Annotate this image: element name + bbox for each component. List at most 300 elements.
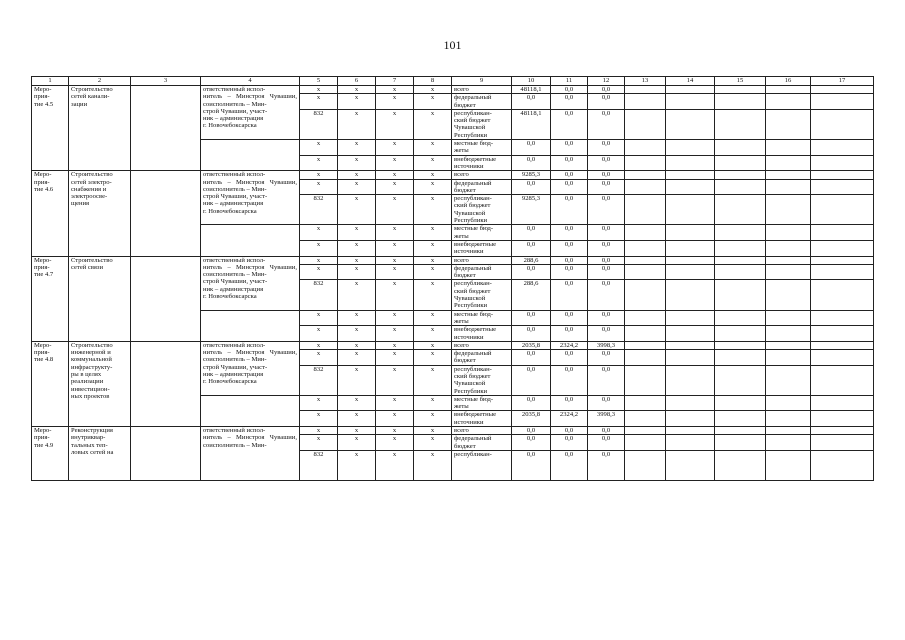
- amount-cell: 0,0: [551, 195, 588, 225]
- empty-cell: [715, 411, 766, 427]
- measure-name: Строительство сетей канали- зации: [69, 86, 131, 171]
- column-number-3: 3: [131, 77, 201, 86]
- amount-cell: 0,0: [551, 94, 588, 110]
- funding-source: федеральный бюджет: [452, 94, 512, 110]
- empty-cell: [666, 310, 715, 326]
- code-cell: x: [376, 326, 414, 342]
- amount-cell: 2035,8: [512, 341, 551, 349]
- amount-cell: 0,0: [512, 264, 551, 280]
- empty-cell: [715, 240, 766, 256]
- empty-cell: [766, 435, 811, 451]
- amount-cell: 0,0: [588, 326, 625, 342]
- empty-cell: [715, 171, 766, 179]
- empty-cell: [766, 86, 811, 94]
- column-number-17: 17: [811, 77, 874, 86]
- amount-cell: 0,0: [512, 365, 551, 395]
- empty-cell: [766, 341, 811, 349]
- measure-name: Строительство сетей электро- снабжения и электроосве- щения: [69, 171, 131, 256]
- amount-cell: 0,0: [588, 365, 625, 395]
- table-row: [32, 341, 874, 349]
- amount-cell: 288,6: [512, 280, 551, 310]
- empty-cell: [766, 140, 811, 156]
- responsible-executor: ответственный испол- нитель – Минстроя Чувашии, соисполнитель – Мин- строй Чувашии, участ- ник – администрация г. Новочебоксарска: [201, 86, 300, 140]
- code-cell: x: [414, 256, 452, 264]
- funding-source: внебюджетные источники: [452, 411, 512, 427]
- empty-cell: [666, 411, 715, 427]
- amount-cell: 3998,3: [588, 411, 625, 427]
- empty-cell: [811, 395, 874, 411]
- empty-cell: [811, 435, 874, 451]
- code-cell: x: [300, 86, 338, 94]
- code-cell: x: [376, 240, 414, 256]
- amount-cell: 0,0: [588, 280, 625, 310]
- column-number-9: 9: [452, 77, 512, 86]
- code-cell: x: [300, 256, 338, 264]
- code-cell: x: [376, 341, 414, 349]
- table-row: [32, 427, 874, 435]
- code-cell: x: [300, 411, 338, 427]
- code-cell: x: [338, 310, 376, 326]
- empty-cell: [625, 264, 666, 280]
- budget-table: [31, 76, 874, 481]
- measure-number: Меро- прия- тие 4.9: [32, 427, 69, 481]
- empty-cell: [625, 280, 666, 310]
- column-number-13: 13: [625, 77, 666, 86]
- column-number-4: 4: [201, 77, 300, 86]
- empty-cell: [766, 326, 811, 342]
- empty-cell: [666, 365, 715, 395]
- code-cell: x: [338, 264, 376, 280]
- empty-cell: [811, 195, 874, 225]
- funding-source: местные бюд- жеты: [452, 310, 512, 326]
- amount-cell: 0,0: [512, 94, 551, 110]
- empty-cell: [715, 326, 766, 342]
- amount-cell: 0,0: [551, 326, 588, 342]
- responsible-executor: ответственный испол- нитель – Минстроя Чувашии, соисполнитель – Мин- строй Чувашии, участ- ник – администрация г. Новочебоксарска: [201, 256, 300, 310]
- code-cell: x: [338, 341, 376, 349]
- amount-cell: 0,0: [588, 310, 625, 326]
- code-cell: x: [376, 140, 414, 156]
- amount-cell: 0,0: [512, 435, 551, 451]
- amount-cell: 0,0: [588, 395, 625, 411]
- empty-cell: [625, 450, 666, 480]
- empty-cell: [131, 171, 201, 256]
- empty-cell: [811, 341, 874, 349]
- code-cell: x: [414, 341, 452, 349]
- amount-cell: 0,0: [512, 350, 551, 366]
- empty-cell: [131, 256, 201, 341]
- amount-cell: 0,0: [551, 109, 588, 139]
- code-cell: x: [338, 256, 376, 264]
- code-cell: 832: [300, 195, 338, 225]
- amount-cell: 0,0: [551, 256, 588, 264]
- empty-cell: [666, 195, 715, 225]
- empty-cell: [625, 171, 666, 179]
- funding-source: республикан- ский бюджет Чувашской Республики: [452, 109, 512, 139]
- code-cell: x: [376, 155, 414, 171]
- funding-source: республикан- ский бюджет Чувашской Республики: [452, 365, 512, 395]
- empty-cell: [666, 155, 715, 171]
- code-cell: x: [338, 94, 376, 110]
- measure-number: Меро- прия- тие 4.8: [32, 341, 69, 426]
- amount-cell: 0,0: [512, 240, 551, 256]
- amount-cell: 0,0: [551, 264, 588, 280]
- code-cell: x: [376, 450, 414, 480]
- empty-cell: [666, 109, 715, 139]
- empty-cell: [715, 365, 766, 395]
- code-cell: x: [376, 171, 414, 179]
- empty-cell: [666, 427, 715, 435]
- empty-cell: [811, 450, 874, 480]
- amount-cell: 0,0: [512, 395, 551, 411]
- empty-cell: [766, 240, 811, 256]
- amount-cell: 0,0: [588, 427, 625, 435]
- code-cell: x: [300, 350, 338, 366]
- empty-cell: [666, 264, 715, 280]
- amount-cell: 0,0: [588, 109, 625, 139]
- code-cell: x: [376, 86, 414, 94]
- funding-source: республикан- ский бюджет Чувашской Республики: [452, 195, 512, 225]
- code-cell: x: [300, 94, 338, 110]
- amount-cell: 0,0: [588, 140, 625, 156]
- funding-source: местные бюд- жеты: [452, 225, 512, 241]
- empty-cell: [666, 395, 715, 411]
- code-cell: x: [414, 280, 452, 310]
- code-cell: x: [414, 450, 452, 480]
- code-cell: x: [376, 256, 414, 264]
- responsible-executor: ответственный испол- нитель – Минстроя Чувашии, соисполнитель – Мин-: [201, 427, 300, 481]
- funding-source: федеральный бюджет: [452, 264, 512, 280]
- amount-cell: 0,0: [588, 225, 625, 241]
- code-cell: x: [300, 310, 338, 326]
- empty-cell: [811, 427, 874, 435]
- code-cell: x: [414, 326, 452, 342]
- amount-cell: 0,0: [512, 140, 551, 156]
- empty-cell: [666, 240, 715, 256]
- empty-cell: [766, 264, 811, 280]
- code-cell: x: [414, 171, 452, 179]
- amount-cell: 0,0: [588, 256, 625, 264]
- empty-cell: [666, 341, 715, 349]
- empty-cell: [625, 256, 666, 264]
- code-cell: x: [376, 411, 414, 427]
- empty-cell: [625, 310, 666, 326]
- code-cell: x: [414, 427, 452, 435]
- empty-cell: [201, 310, 300, 341]
- empty-cell: [766, 450, 811, 480]
- empty-cell: [811, 155, 874, 171]
- empty-cell: [666, 450, 715, 480]
- code-cell: x: [338, 280, 376, 310]
- code-cell: x: [414, 350, 452, 366]
- code-cell: x: [376, 264, 414, 280]
- code-cell: 832: [300, 365, 338, 395]
- code-cell: x: [300, 240, 338, 256]
- empty-cell: [625, 365, 666, 395]
- column-number-12: 12: [588, 77, 625, 86]
- code-cell: x: [414, 86, 452, 94]
- funding-source: всего: [452, 256, 512, 264]
- code-cell: x: [376, 427, 414, 435]
- amount-cell: 0,0: [588, 450, 625, 480]
- code-cell: x: [338, 225, 376, 241]
- amount-cell: 3998,3: [588, 341, 625, 349]
- empty-cell: [715, 86, 766, 94]
- empty-cell: [811, 240, 874, 256]
- empty-cell: [766, 195, 811, 225]
- measure-name: Реконструкция внутриквар- тальных теп- ловых сетей на: [69, 427, 131, 481]
- responsible-executor: ответственный испол- нитель – Минстроя Чувашии, соисполнитель – Мин- строй Чувашии, участ- ник – администрация г. Новочебоксарска: [201, 341, 300, 395]
- empty-cell: [811, 94, 874, 110]
- code-cell: x: [376, 395, 414, 411]
- funding-source: всего: [452, 86, 512, 94]
- empty-cell: [625, 94, 666, 110]
- code-cell: x: [300, 427, 338, 435]
- funding-source: внебюджетные источники: [452, 326, 512, 342]
- empty-cell: [766, 94, 811, 110]
- empty-cell: [625, 225, 666, 241]
- empty-cell: [715, 225, 766, 241]
- amount-cell: 0,0: [512, 450, 551, 480]
- empty-cell: [766, 171, 811, 179]
- code-cell: x: [300, 264, 338, 280]
- code-cell: x: [338, 411, 376, 427]
- measure-number: Меро- прия- тие 4.5: [32, 86, 69, 171]
- column-number-14: 14: [666, 77, 715, 86]
- empty-cell: [766, 280, 811, 310]
- empty-cell: [625, 435, 666, 451]
- amount-cell: 2324,2: [551, 341, 588, 349]
- code-cell: x: [300, 140, 338, 156]
- amount-cell: 0,0: [588, 94, 625, 110]
- code-cell: x: [376, 365, 414, 395]
- empty-cell: [766, 350, 811, 366]
- empty-cell: [625, 195, 666, 225]
- empty-cell: [811, 365, 874, 395]
- code-cell: x: [376, 94, 414, 110]
- code-cell: x: [300, 155, 338, 171]
- empty-cell: [715, 280, 766, 310]
- code-cell: x: [300, 326, 338, 342]
- empty-cell: [666, 326, 715, 342]
- code-cell: x: [376, 350, 414, 366]
- amount-cell: 0,0: [512, 427, 551, 435]
- amount-cell: 2035,8: [512, 411, 551, 427]
- empty-cell: [811, 411, 874, 427]
- empty-cell: [766, 225, 811, 241]
- empty-cell: [131, 341, 201, 426]
- empty-cell: [715, 264, 766, 280]
- code-cell: x: [414, 179, 452, 195]
- amount-cell: 0,0: [512, 179, 551, 195]
- code-cell: x: [338, 109, 376, 139]
- measure-number: Меро- прия- тие 4.7: [32, 256, 69, 341]
- empty-cell: [201, 140, 300, 171]
- empty-cell: [666, 171, 715, 179]
- code-cell: x: [414, 195, 452, 225]
- empty-cell: [766, 310, 811, 326]
- empty-cell: [666, 179, 715, 195]
- empty-cell: [811, 225, 874, 241]
- amount-cell: 0,0: [588, 264, 625, 280]
- funding-source: федеральный бюджет: [452, 350, 512, 366]
- amount-cell: 0,0: [551, 450, 588, 480]
- code-cell: x: [300, 179, 338, 195]
- funding-source: внебюджетные источники: [452, 155, 512, 171]
- empty-cell: [625, 326, 666, 342]
- funding-source: республикан- ский бюджет Чувашской Республики: [452, 280, 512, 310]
- empty-cell: [715, 350, 766, 366]
- code-cell: x: [338, 240, 376, 256]
- code-cell: x: [414, 140, 452, 156]
- amount-cell: 9285,3: [512, 171, 551, 179]
- empty-cell: [666, 225, 715, 241]
- empty-cell: [766, 155, 811, 171]
- funding-source: всего: [452, 341, 512, 349]
- code-cell: x: [376, 310, 414, 326]
- code-cell: x: [300, 225, 338, 241]
- code-cell: x: [414, 310, 452, 326]
- amount-cell: 0,0: [512, 225, 551, 241]
- page-number: 101: [443, 38, 462, 52]
- funding-source: федеральный бюджет: [452, 435, 512, 451]
- empty-cell: [666, 350, 715, 366]
- code-cell: x: [338, 171, 376, 179]
- code-cell: x: [376, 179, 414, 195]
- empty-cell: [625, 350, 666, 366]
- code-cell: x: [300, 435, 338, 451]
- code-cell: x: [338, 435, 376, 451]
- funding-source: местные бюд- жеты: [452, 395, 512, 411]
- code-cell: 832: [300, 450, 338, 480]
- empty-cell: [766, 427, 811, 435]
- amount-cell: 0,0: [588, 435, 625, 451]
- empty-cell: [811, 109, 874, 139]
- amount-cell: 0,0: [512, 310, 551, 326]
- empty-cell: [811, 179, 874, 195]
- column-number-row: [32, 77, 874, 86]
- empty-cell: [666, 256, 715, 264]
- code-cell: x: [338, 195, 376, 225]
- amount-cell: 0,0: [512, 326, 551, 342]
- code-cell: x: [338, 155, 376, 171]
- empty-cell: [811, 280, 874, 310]
- code-cell: x: [414, 109, 452, 139]
- empty-cell: [715, 395, 766, 411]
- empty-cell: [811, 86, 874, 94]
- empty-cell: [811, 256, 874, 264]
- amount-cell: 0,0: [551, 435, 588, 451]
- amount-cell: 0,0: [551, 225, 588, 241]
- empty-cell: [201, 225, 300, 256]
- amount-cell: 48118,1: [512, 109, 551, 139]
- empty-cell: [715, 310, 766, 326]
- amount-cell: 0,0: [512, 155, 551, 171]
- empty-cell: [715, 435, 766, 451]
- code-cell: x: [338, 326, 376, 342]
- code-cell: x: [338, 140, 376, 156]
- empty-cell: [811, 171, 874, 179]
- code-cell: x: [414, 225, 452, 241]
- code-cell: x: [338, 427, 376, 435]
- empty-cell: [666, 94, 715, 110]
- amount-cell: 0,0: [551, 310, 588, 326]
- amount-cell: 0,0: [551, 140, 588, 156]
- empty-cell: [811, 140, 874, 156]
- code-cell: x: [414, 155, 452, 171]
- empty-cell: [625, 155, 666, 171]
- empty-cell: [715, 256, 766, 264]
- code-cell: x: [376, 225, 414, 241]
- empty-cell: [766, 365, 811, 395]
- amount-cell: 0,0: [551, 86, 588, 94]
- empty-cell: [666, 140, 715, 156]
- amount-cell: 0,0: [551, 427, 588, 435]
- code-cell: x: [338, 395, 376, 411]
- empty-cell: [766, 256, 811, 264]
- code-cell: x: [338, 86, 376, 94]
- empty-cell: [666, 280, 715, 310]
- column-number-6: 6: [338, 77, 376, 86]
- column-number-10: 10: [512, 77, 551, 86]
- funding-source: всего: [452, 171, 512, 179]
- code-cell: x: [338, 179, 376, 195]
- funding-source: местные бюд- жеты: [452, 140, 512, 156]
- column-number-16: 16: [766, 77, 811, 86]
- empty-cell: [766, 411, 811, 427]
- empty-cell: [625, 179, 666, 195]
- amount-cell: 0,0: [551, 179, 588, 195]
- empty-cell: [625, 140, 666, 156]
- column-number-5: 5: [300, 77, 338, 86]
- empty-cell: [625, 411, 666, 427]
- funding-source: всего: [452, 427, 512, 435]
- code-cell: x: [338, 450, 376, 480]
- empty-cell: [811, 264, 874, 280]
- empty-cell: [625, 86, 666, 94]
- code-cell: 832: [300, 280, 338, 310]
- code-cell: x: [414, 411, 452, 427]
- amount-cell: 0,0: [551, 280, 588, 310]
- empty-cell: [625, 395, 666, 411]
- empty-cell: [715, 195, 766, 225]
- amount-cell: 2324,2: [551, 411, 588, 427]
- funding-source: федеральный бюджет: [452, 179, 512, 195]
- code-cell: x: [414, 395, 452, 411]
- column-number-7: 7: [376, 77, 414, 86]
- code-cell: x: [414, 365, 452, 395]
- column-number-15: 15: [715, 77, 766, 86]
- amount-cell: 0,0: [588, 155, 625, 171]
- empty-cell: [811, 350, 874, 366]
- amount-cell: 0,0: [588, 240, 625, 256]
- amount-cell: 0,0: [588, 86, 625, 94]
- code-cell: x: [376, 195, 414, 225]
- amount-cell: 0,0: [551, 171, 588, 179]
- responsible-executor: ответственный испол- нитель – Минстроя Чувашии, соисполнитель – Мин- строй Чувашии, участ- ник – администрация г. Новочебоксарска: [201, 171, 300, 225]
- empty-cell: [715, 450, 766, 480]
- measure-name: Строительство сетей связи: [69, 256, 131, 341]
- code-cell: x: [414, 264, 452, 280]
- column-number-2: 2: [69, 77, 131, 86]
- empty-cell: [625, 341, 666, 349]
- empty-cell: [131, 86, 201, 171]
- amount-cell: 0,0: [588, 195, 625, 225]
- table-row: [32, 256, 874, 264]
- empty-cell: [811, 326, 874, 342]
- code-cell: x: [338, 365, 376, 395]
- amount-cell: 0,0: [588, 179, 625, 195]
